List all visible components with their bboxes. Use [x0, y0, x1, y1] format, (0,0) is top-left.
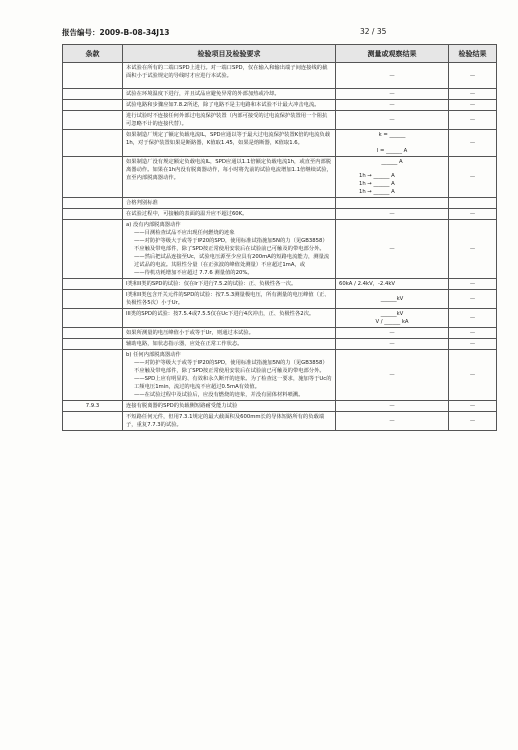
- result-cell: —: [449, 328, 497, 339]
- table-row: [63, 198, 497, 209]
- requirement-cell: 本试验在所有的二端口SPD上进行。对一端口SPD，仅在输入和输出端子间连接线的截面积小于试验规定的导线时才应进行本试验。: [123, 63, 336, 89]
- measurement-cell: 60kA / 2.4kV，-2.4kV: [336, 279, 449, 290]
- result-cell: —: [449, 401, 497, 412]
- criterion-line: ——待机功耗增加不应超过 7.7.6 测量值的20%。: [134, 270, 253, 276]
- hourly-current-3: 1h → ______ A: [359, 189, 395, 195]
- header-result: 检验结果: [449, 45, 497, 63]
- requirement-cell: 辅助电路，如状态指示器，应处在正常工作状态。: [123, 339, 336, 350]
- page-number: 32 / 35: [360, 27, 387, 36]
- result-cell: —: [449, 220, 497, 279]
- measurement-cell: —: [336, 89, 449, 100]
- result-cell: [449, 198, 497, 209]
- test-table: [62, 44, 497, 431]
- table-row: [63, 111, 497, 130]
- result-cell: —: [449, 279, 497, 290]
- clause-cell: [63, 350, 123, 401]
- hourly-current-1: 1h → ______ A: [359, 173, 395, 179]
- criterion-line: ——对防护等级大于或等于IP20的SPD，使用标准试指施加5N的力（见GB3858）不应触及带电部件，除了SPD按正常使用安装后在试验前已可触及的带电部分外。: [134, 360, 328, 374]
- requirement-cell: I类和II类包含开关元件的SPD的试验：按7.5.3测量极电压，所有测量的电压峰值（正、负极性各5次）小于Ur。: [123, 290, 336, 309]
- table-row: [63, 63, 497, 89]
- voltage-value: ______kV: [380, 311, 404, 317]
- clause-cell: [63, 309, 123, 328]
- clause-cell: [63, 339, 123, 350]
- requirement-cell: I类和II类的SPD的试验：仅在Ir下进行7.5.2的试验：正、负极性各一次。: [123, 279, 336, 290]
- requirement-cell: 试验在环境温度下进行，并且试品应避免异常的外部加热或冷却。: [123, 89, 336, 100]
- measurement-cell: —: [336, 339, 449, 350]
- measurement-cell: —: [336, 220, 449, 279]
- hourly-current-2: 1h → ______ A: [359, 181, 395, 187]
- report-number: 报告编号：2009-B-08-34J13: [62, 28, 170, 37]
- table-row: [63, 89, 497, 100]
- table-row: [63, 279, 497, 290]
- table-row: [63, 290, 497, 309]
- result-cell: —: [449, 309, 497, 328]
- clause-cell: [63, 290, 123, 309]
- result-cell: —: [449, 130, 497, 157]
- criterion-heading: b) 任何内部脱离器动作: [126, 352, 181, 358]
- table-row: [63, 328, 497, 339]
- table-row: [63, 220, 497, 279]
- current-value: I = ______ A: [376, 148, 408, 154]
- result-cell: —: [449, 111, 497, 130]
- header-measurement: 测量或观察结果: [336, 45, 449, 63]
- clause-cell: [63, 157, 123, 198]
- clause-cell: [63, 279, 123, 290]
- requirement-cell: 进行试验时不连接任何外部过电流保护装置（内部可接受的过电流保护装置用一个阻抗可忽略不计的连接代替）。: [123, 111, 336, 130]
- measurement-cell: [336, 157, 449, 198]
- criterion-line: ——SPD上应有明显的、有效和永久断开的迹象。为了检查这一要求，施加等于Uc的工频电压1min，流过的电流不应超过0.5mA有效值。: [134, 376, 332, 390]
- result-cell: —: [449, 63, 497, 89]
- requirement-cell: 在试验过程中，可接触的表面的温升应不超过60K。: [123, 209, 336, 220]
- header-clause: 条款: [63, 45, 123, 63]
- measurement-cell: ______kV: [336, 290, 449, 309]
- clause-cell: [63, 111, 123, 130]
- measurement-cell: —: [336, 63, 449, 89]
- measurement-cell: —: [336, 401, 449, 412]
- measurement-cell: —: [336, 328, 449, 339]
- result-cell: —: [449, 100, 497, 111]
- table-row: [63, 401, 497, 412]
- measurement-cell: [336, 130, 449, 157]
- table-row: [63, 309, 497, 328]
- voltage-current-value: V / ______ kA: [375, 319, 409, 325]
- clause-cell: [63, 328, 123, 339]
- requirement-cell: [123, 220, 336, 279]
- result-cell: —: [449, 157, 497, 198]
- requirement-cell: 连接有脱离器的SPD的负载侧短路耐受能力试验: [123, 401, 336, 412]
- result-cell: —: [449, 339, 497, 350]
- requirement-cell: III类的SPD的试验：按7.5.4或7.5.5仅在Uc下进行4次冲击，正、负极性各2次。: [123, 309, 336, 328]
- measurement-cell: —: [336, 412, 449, 431]
- result-cell: —: [449, 209, 497, 220]
- table-row: [63, 130, 497, 157]
- clause-cell: [63, 412, 123, 431]
- measurement-cell: [336, 198, 449, 209]
- result-cell: —: [449, 412, 497, 431]
- clause-cell: 7.9.3: [63, 401, 123, 412]
- measurement-cell: [336, 309, 449, 328]
- table-row: [63, 412, 497, 431]
- result-cell: —: [449, 89, 497, 100]
- table-row: [63, 157, 497, 198]
- requirement-cell: 如果所测量的电压峰值小于或等于Ur，则通过本试验。: [123, 328, 336, 339]
- clause-cell: [63, 63, 123, 89]
- criterion-line: ——然后把试品连接至Uc，试验电压源至少应具有200mA的短路电流能力，测量流过试品的电流。其阻性分量（在正弦波的峰值处测量）不应超过1mA，或: [134, 254, 330, 268]
- clause-cell: [63, 89, 123, 100]
- clause-cell: [63, 220, 123, 279]
- result-cell: —: [449, 350, 497, 401]
- requirement-cell: 如果制造厂没有规定额定负载电流IL，SPD应通以1.1倍额定负载电流1h，或直至内部脱离器动作。如果在1h内没有脱离器动作，每小时将先前的试验电流增加1.1倍继续试验，直至内部脱离器动作。: [123, 157, 336, 198]
- measurement-cell: —: [336, 350, 449, 401]
- table-row: [63, 350, 497, 401]
- clause-cell: [63, 209, 123, 220]
- criterion-line: ——目测检查试品不应出现任何燃烧的迹象: [134, 230, 235, 236]
- requirement-cell: 如果制造厂规定了额定负载电流IL，SPD应通以等于最大过电流保护装置K倍的电流负载1h，对于保护装置如果是断路器，K值取1.45，如果是熔断器，K值取1.6。: [123, 130, 336, 157]
- requirement-cell: [123, 350, 336, 401]
- table-header-row: [63, 45, 497, 63]
- requirement-cell: 试验电路和步骤应如7.8.2所述，除了电路不是主电路和本试验不计最大冲击电流。: [123, 100, 336, 111]
- table-row: [63, 209, 497, 220]
- criterion-line: ——在试验过程中及试验后，应没有燃烧的迹象，并没有固体材料喷溅。: [134, 392, 304, 398]
- criterion-heading: a) 没有内部脱离器动作: [126, 222, 181, 228]
- clause-cell: [63, 130, 123, 157]
- table-row: [63, 339, 497, 350]
- clause-cell: [63, 100, 123, 111]
- result-cell: —: [449, 290, 497, 309]
- criterion-line: ——对防护等级大于或等于IP20的SPD，使用标准试指施加5N的力（见GB3858）不应触及带电部件，除了SPD按正常使用安装后在试验前已可触及的带电部分外。: [134, 238, 328, 252]
- measurement-cell: —: [336, 111, 449, 130]
- measurement-cell: —: [336, 100, 449, 111]
- requirement-cell: 不短路任何元件，但用7.3.1规定的最大截面积及600mm长的导体短路所有的负载端子，重复7.7.3的试验。: [123, 412, 336, 431]
- current-value: ______ A: [381, 159, 403, 165]
- requirement-cell: 合格判别标准: [123, 198, 336, 209]
- clause-cell: [63, 198, 123, 209]
- table-row: [63, 100, 497, 111]
- k-value: k = ______: [378, 132, 406, 138]
- header-requirements: 检验项目及检验要求: [123, 45, 336, 63]
- measurement-cell: —: [336, 209, 449, 220]
